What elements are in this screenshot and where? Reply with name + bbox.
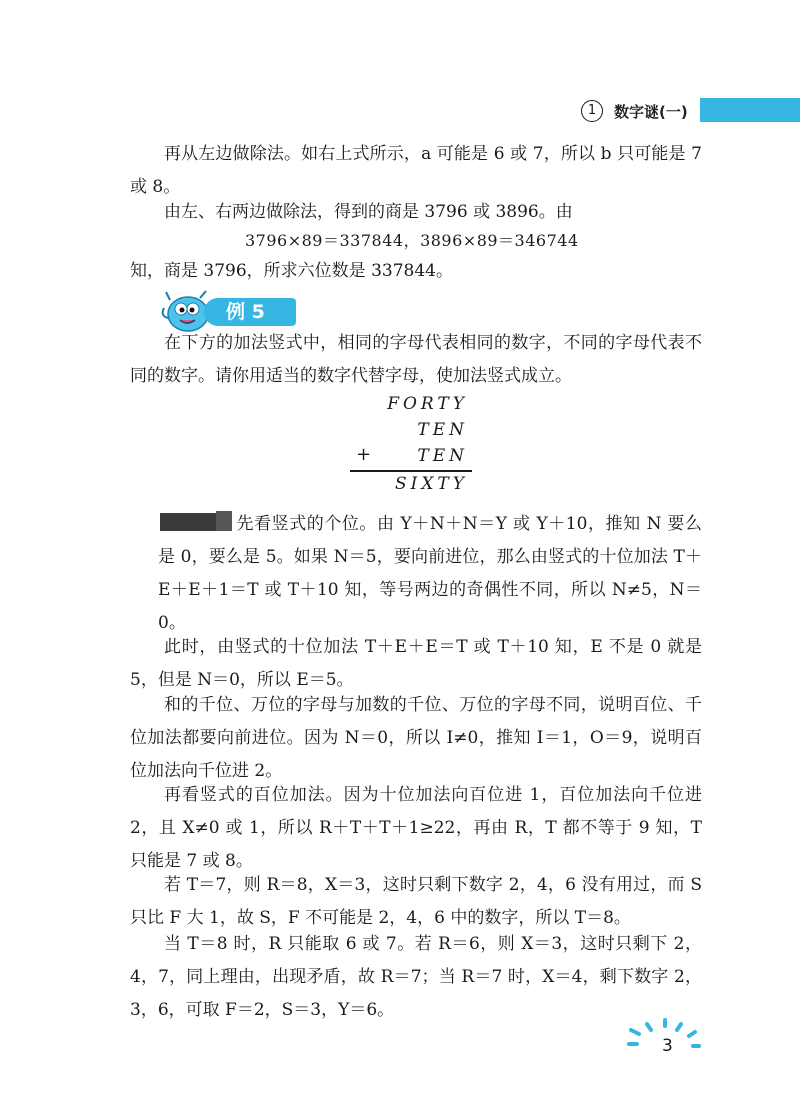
analysis-paragraph-3: 和的千位、万位的字母与加数的千位、万位的字母不同，说明百位、千位加法都要向前进位。因为 N＝0，所以 I≠0，推知 I＝1，O＝9，说明百位加法向千位进 2。 [130, 695, 702, 781]
page-number: 3 [662, 1036, 673, 1056]
analysis-first [158, 508, 702, 640]
equation: 3796×89＝337844，3896×89＝346744 [245, 231, 579, 250]
analysis-paragraph-6: 当 T＝8 时，R 只能取 6 或 7。若 R＝6，则 X＝3，这时只剩下 2，4，7，同上理由，出现矛盾，故 R＝7；当 R＝7 时，X＝4，剩下数字 2，3，6，可取 F＝2，S＝3，Y＝6。 [130, 934, 702, 1020]
paragraph-result: 知，商是 3796，所求六位数是 337844。 [130, 261, 453, 281]
addend-forty: FORTY [387, 394, 468, 414]
paragraph-division-left: 再从左边做除法。如右上式所示，a 可能是 6 或 7，所以 b 只可能是 7 或 8。 [130, 144, 702, 197]
chapter-title: 数字谜(一) [614, 103, 688, 121]
analysis-badge-icon [158, 509, 234, 533]
analysis-paragraph-1: 先看竖式的个位。由 Y＋N＋N＝Y 或 Y＋10，推知 N 要么是 0，要么是 5。如果 N＝5，要向前进位，那么由竖式的十位加法 T＋E＋E＋1＝T 或 T＋10 知，等号两边的奇偶性不同，所以 N≠5，N＝0。 [158, 514, 702, 633]
chapter-header [0, 96, 800, 126]
analysis-paragraph-2: 此时，由竖式的十位加法 T＋E＋E＝T 或 T＋10 知，E 不是 0 就是 5，但是 N＝0，所以 E＝5。 [130, 637, 702, 690]
analysis-paragraph-5: 若 T＝7，则 R＝8，X＝3，这时只剩下数字 2，4，6 没有用过，而 S 只比 F 大 1，故 S，F 不可能是 2，4，6 中的数字，所以 T＝8。 [130, 875, 702, 928]
sum-rule-line [350, 470, 472, 472]
problem-statement: 在下方的加法竖式中，相同的字母代表相同的数字，不同的字母代表不同的数字。请你用适当的数字代替字母，使加法竖式成立。 [130, 333, 702, 386]
plus-sign: + [356, 444, 372, 465]
analysis-paragraph-4: 再看竖式的百位加法。因为十位加法向百位进 1，百位加法向千位进 2，且 X≠0 或 1，所以 R＋T＋T＋1≥22，再由 R，T 都不等于 9 知，T 只能是 7 或 8。 [130, 785, 702, 871]
sum-sixty: SIXTY [394, 474, 468, 494]
chapter-accent-bar [700, 98, 800, 122]
example-label: 例 5 [204, 298, 296, 326]
addend-ten-1: TEN [417, 420, 468, 440]
paragraph-quotient: 由左、右两边做除法，得到的商是 3796 或 3896。由 [164, 202, 573, 222]
chapter-number: 1 [581, 100, 603, 122]
addend-ten-2: TEN [417, 446, 468, 466]
